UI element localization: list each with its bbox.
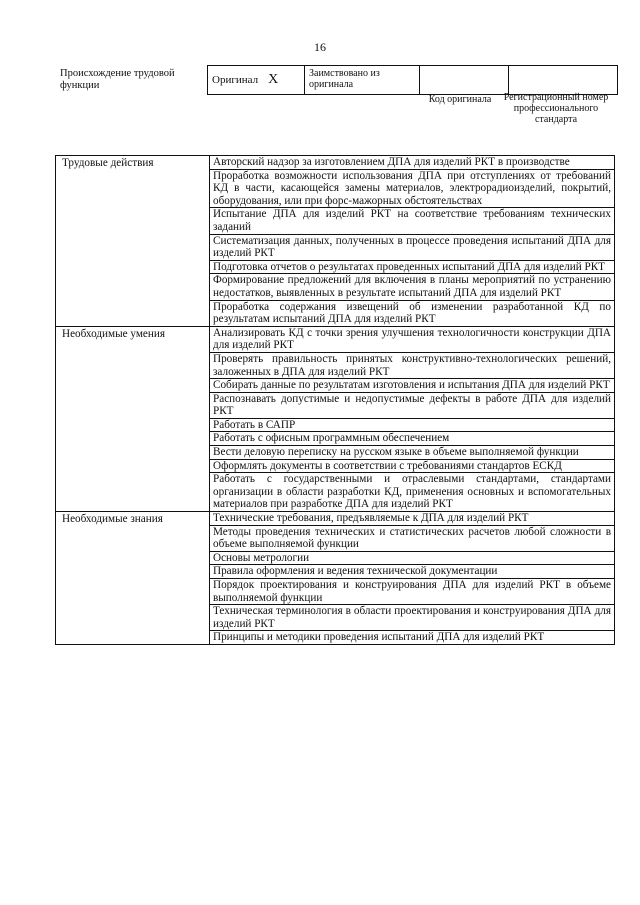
page-number: 16 bbox=[314, 40, 326, 54]
table-row bbox=[56, 512, 615, 526]
table-row bbox=[56, 326, 615, 352]
list-item: Принципы и методики проведения испытаний ДПА для изделий РКТ bbox=[210, 631, 615, 645]
original-label: Оригинал bbox=[212, 74, 259, 86]
table-row bbox=[56, 156, 615, 170]
list-item: Оформлять документы в соответствии с требованиями стандартов ЕСКД bbox=[210, 459, 615, 473]
borrowed-cell: Заимствовано из оригинала bbox=[305, 66, 420, 95]
list-item: Технические требования, предъявляемые к ДПА для изделий РКТ bbox=[210, 512, 615, 526]
list-item: Порядок проектирования и конструирования ДПА для изделий РКТ в объеме выполняемой функции bbox=[210, 579, 615, 605]
origin-label: Происхождение трудовой функции bbox=[60, 68, 175, 91]
list-item: Вести деловую переписку на русском языке в объеме выполняемой функции bbox=[210, 446, 615, 460]
list-item: Проработка содержания извещений об изменении разработанной КД по результатам испытаний ДПА для изделий РКТ bbox=[210, 300, 615, 326]
list-item: Подготовка отчетов о результатах проведенных испытаний ДПА для изделий РКТ bbox=[210, 260, 615, 274]
list-item: Проработка возможности использования ДПА при отступлениях от требований КД в части, касающейся замены материалов, электрорадиоизделий, покрытий, оборудования, или при форс-мажорных обстоятельствах bbox=[210, 169, 615, 208]
list-item: Работать с офисным программным обеспечением bbox=[210, 432, 615, 446]
list-item: Анализировать КД с точки зрения улучшения технологичности конструкции ДПА для изделий РКТ bbox=[210, 326, 615, 352]
list-item: Основы метрологии bbox=[210, 551, 615, 565]
section-title: Необходимые знания bbox=[56, 512, 210, 645]
origin-table bbox=[207, 65, 618, 95]
original-mark: X bbox=[268, 72, 279, 87]
code-cell bbox=[420, 66, 509, 95]
original-cell bbox=[208, 66, 305, 95]
section-title: Необходимые умения bbox=[56, 326, 210, 511]
reg-number-cell bbox=[509, 66, 618, 95]
list-item: Испытание ДПА для изделий РКТ на соответствие требованиям технических заданий bbox=[210, 208, 615, 234]
function-table bbox=[55, 155, 615, 645]
list-item: Проверять правильность принятых конструктивно-технологических решений, заложенных в ДПА для изделий РКТ bbox=[210, 352, 615, 378]
reg-number-label: Регистрационный номер профессионального стандарта bbox=[503, 92, 609, 125]
list-item: Формирование предложений для включения в планы мероприятий по устранению недостатков, выявленных в результате испытаний ДПА для изделий РКТ bbox=[210, 274, 615, 300]
list-item: Систематизация данных, полученных в процессе проведения испытаний ДПА для изделий РКТ bbox=[210, 234, 615, 260]
code-label: Код оригинала bbox=[428, 94, 492, 105]
list-item: Распознавать допустимые и недопустимые дефекты в работе ДПА для изделий РКТ bbox=[210, 392, 615, 418]
list-item: Правила оформления и ведения технической документации bbox=[210, 565, 615, 579]
list-item: Работать с государственными и отраслевыми стандартами, стандартами организации в области разработки КД, применения основных и вспомогательных материалов при разработке ДПА для изделий РКТ bbox=[210, 473, 615, 512]
list-item: Методы проведения технических и статистических расчетов любой сложности в объеме выполняемой функции bbox=[210, 525, 615, 551]
list-item: Авторский надзор за изготовлением ДПА для изделий РКТ в производстве bbox=[210, 156, 615, 170]
list-item: Работать в САПР bbox=[210, 418, 615, 432]
list-item: Собирать данные по результатам изготовления и испытания ДПА для изделий РКТ bbox=[210, 379, 615, 393]
list-item: Техническая терминология в области проектирования и конструирования ДПА для изделий РКТ bbox=[210, 605, 615, 631]
section-title: Трудовые действия bbox=[56, 156, 210, 327]
